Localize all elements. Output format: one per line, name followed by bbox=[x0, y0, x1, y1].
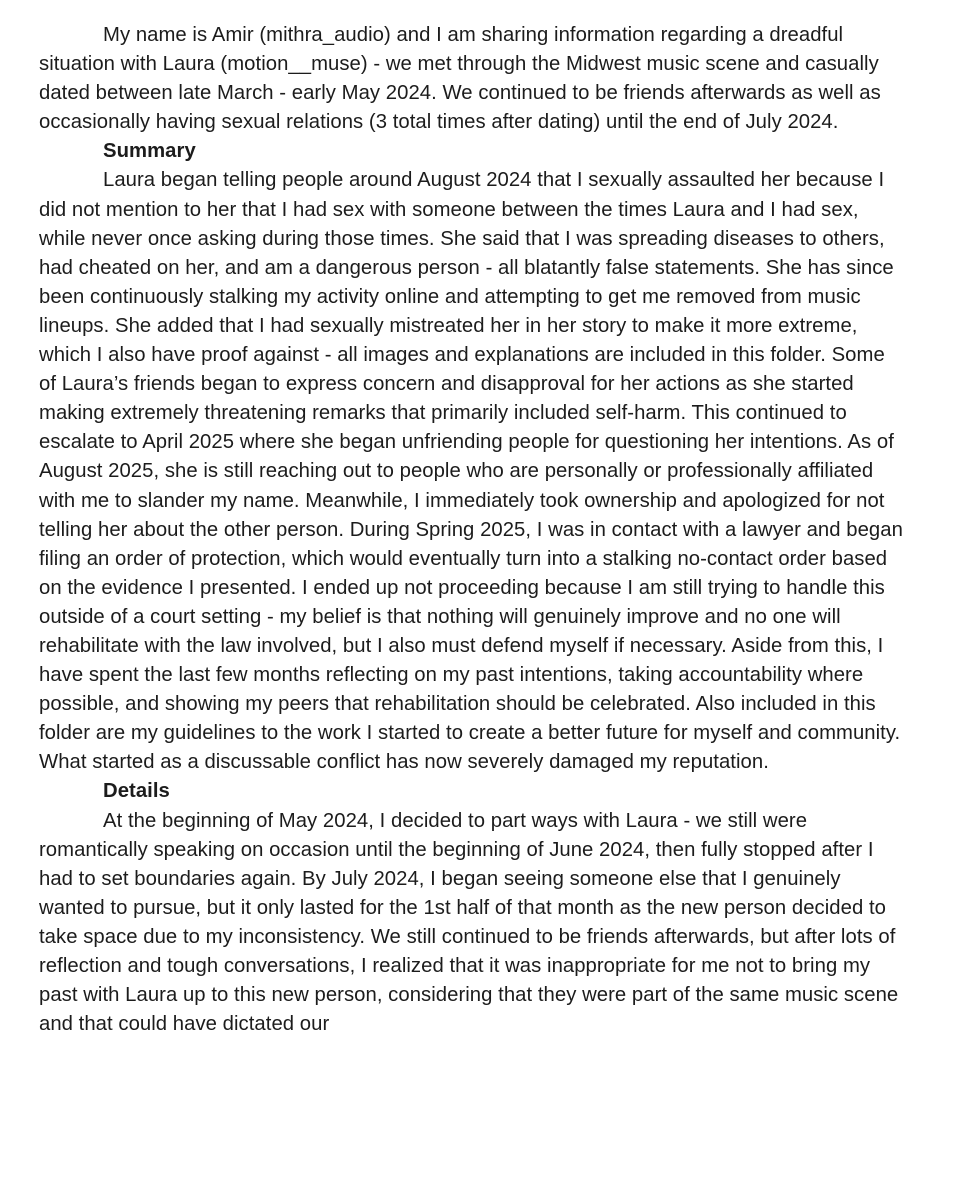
details-paragraph: At the beginning of May 2024, I decided to part ways with Laura - we still were romantically speaking on occasion until the beginning of June 2024, then fully stopped after I had to set boundaries again. By July 2024, I began seeing someone else that I genuinely wanted to pursue, but it only lasted for the 1st half of that month as the new person decided to take space due to my inconsistency. We still continued to be friends afterwards, but after lots of reflection and tough conversations, I realized that it was inappropriate for me not to bring my past with Laura up to this new person, considering that they were part of the same music scene and that could have dictated our bbox=[39, 809, 899, 1036]
details-heading: Details bbox=[103, 780, 170, 803]
summary-heading: Summary bbox=[103, 140, 196, 163]
summary-paragraph: Laura began telling people around August 2024 that I sexually assaulted her because I did not mention to her that I had sex with someone between the times Laura and I had sex, while never once asking during those times. She said that I was spreading diseases to others, had cheated on her, and am a dangerous person - all blatantly false statements. She has since been continuously stalking my activity online and attempting to get me removed from music lineups. She added that I had sexually mistreated her in her story to make it more extreme, which I also have proof against - all images and explanations are included in this folder. Some of Laura’s friends began to express concern and disapproval for her actions as she started making extremely threatening remarks that primarily included self-harm. This continued to escalate to April 2025 where she began unfriending people for questioning her intentions. As of August 2025, she is still reaching out to people who are personally or professionally affiliated with me to slander my name. Meanwhile, I immediately took ownership and apologized for not telling her about the other person. During Spring 2025, I was in contact with a lawyer and began filing an order of protection, which would eventually turn into a stalking no-contact order based on the evidence I presented. I ended up not proceeding because I am still trying to handle this outside of a court setting - my belief is that nothing will genuinely improve and no one will rehabilitate with the law involved, but I also must defend myself if necessary. Aside from this, I have spent the last few months reflecting on my past intentions, taking accountability where possible, and showing my peers that rehabilitation should be celebrated. Also included in this folder are my guidelines to the work I started to create a better future for myself and community. What started as a discussable conflict has now severely damaged my reputation. bbox=[39, 169, 903, 774]
intro-paragraph: My name is Amir (mithra_audio) and I am sharing information regarding a dreadful situation with Laura (motion__muse) - we met through the Midwest music scene and casually dated between late March - early May 2024. We continued to be friends afterwards as well as occasionally having sexual relations (3 total times after dating) until the end of July 2024. bbox=[39, 24, 881, 134]
document-page bbox=[39, 21, 904, 1039]
